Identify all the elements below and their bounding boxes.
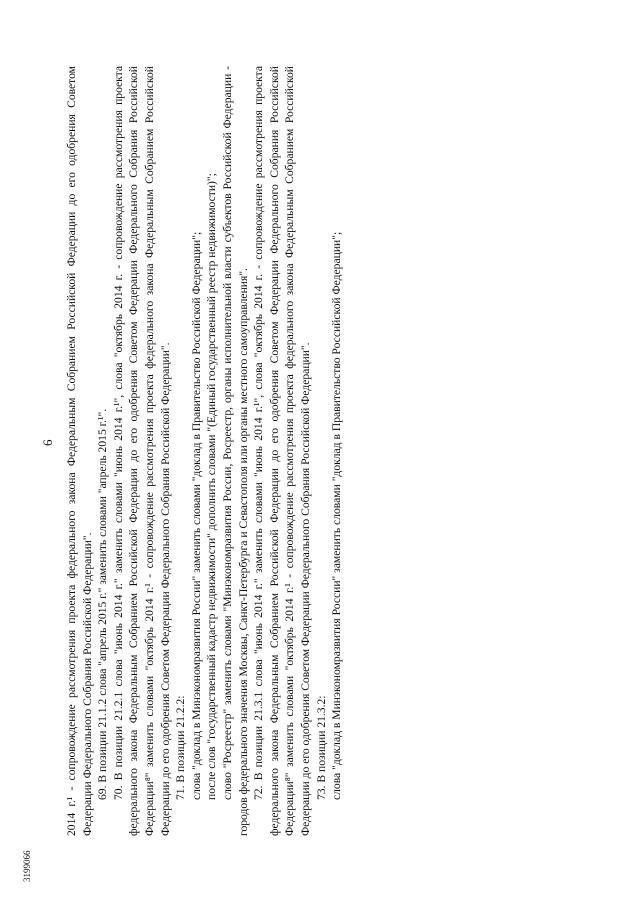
paragraph: 73. В позиции 21.3.2: [314, 695, 328, 800]
paragraph: слова "доклад в Минэкономразвития России" заменить словами "доклад в Правительство Российской Федерации"; [330, 231, 344, 800]
paragraph: 72. В позиции 21.3.1 слова "июнь 2014 г." заменить словами "июнь 2014 г.¹", слова "октябрь 2014 г. - сопровождение рассмотрения проекта федерального закона Федеральным Собранием Российской Федерации до его одобрения Советом Федерации Федерального Собрания Российской Федерации⁸" заменить словами "октябрь 2014 г.¹ - сопровождение рассмотрения проекта федерального закона Федеральным Собранием Российской Федерации до его одобрения Советом Федерации Федерального Собрания Российской Федерации". [252, 66, 312, 836]
paragraph: после слов "государственный кадастр недвижимости" дополнить словами "(Единый государственный реестр недвижимости)"; [205, 173, 219, 800]
paragraph: 2014 г.¹ - сопровождение рассмотрения проекта федерального закона Федеральным Собранием Российской Федерации до его одобрения Советом Федерации Федерального Собрания Российской Федерации". [65, 66, 94, 836]
document-body [64, 66, 345, 836]
paragraph: 69. В позиции 21.1.2 слова "апрель 2015 г." заменить словами "апрель 2015 г.¹". [96, 408, 110, 800]
document-code: 3199066 [22, 850, 32, 882]
page-number: 6 [40, 439, 55, 446]
paragraph: слово "Росреестр" заменить словами "Минэкономразвития России, Росреестр, органы исполнительной власти субъектов Российской Федерации - городов федерального значения Москвы, Санкт-Петербурга и Севастополя или органы местного самоуправления". [220, 66, 250, 836]
paragraph: 71. В позиции 21.2.2: [174, 695, 188, 800]
paragraph: 70. В позиции 21.2.1 слова "июнь 2014 г." заменить словами "июнь 2014 г.¹", слова "октябрь 2014 г. - сопровождение рассмотрения проекта федерального закона Федеральным Собранием Российской Федерации до его одобрения Советом Федерации Федерального Собрания Российской Федерации⁸" заменить словами "октябрь 2014 г.¹ - сопровождение рассмотрения проекта федерального закона Федеральным Собранием Российской Федерации до его одобрения Советом Федерации Федерального Собрания Российской Федерации". [111, 66, 172, 836]
paragraph: слова "доклад в Минэкономразвития России" заменить словами "доклад в Правительство Российской Федерации"; [189, 231, 203, 800]
